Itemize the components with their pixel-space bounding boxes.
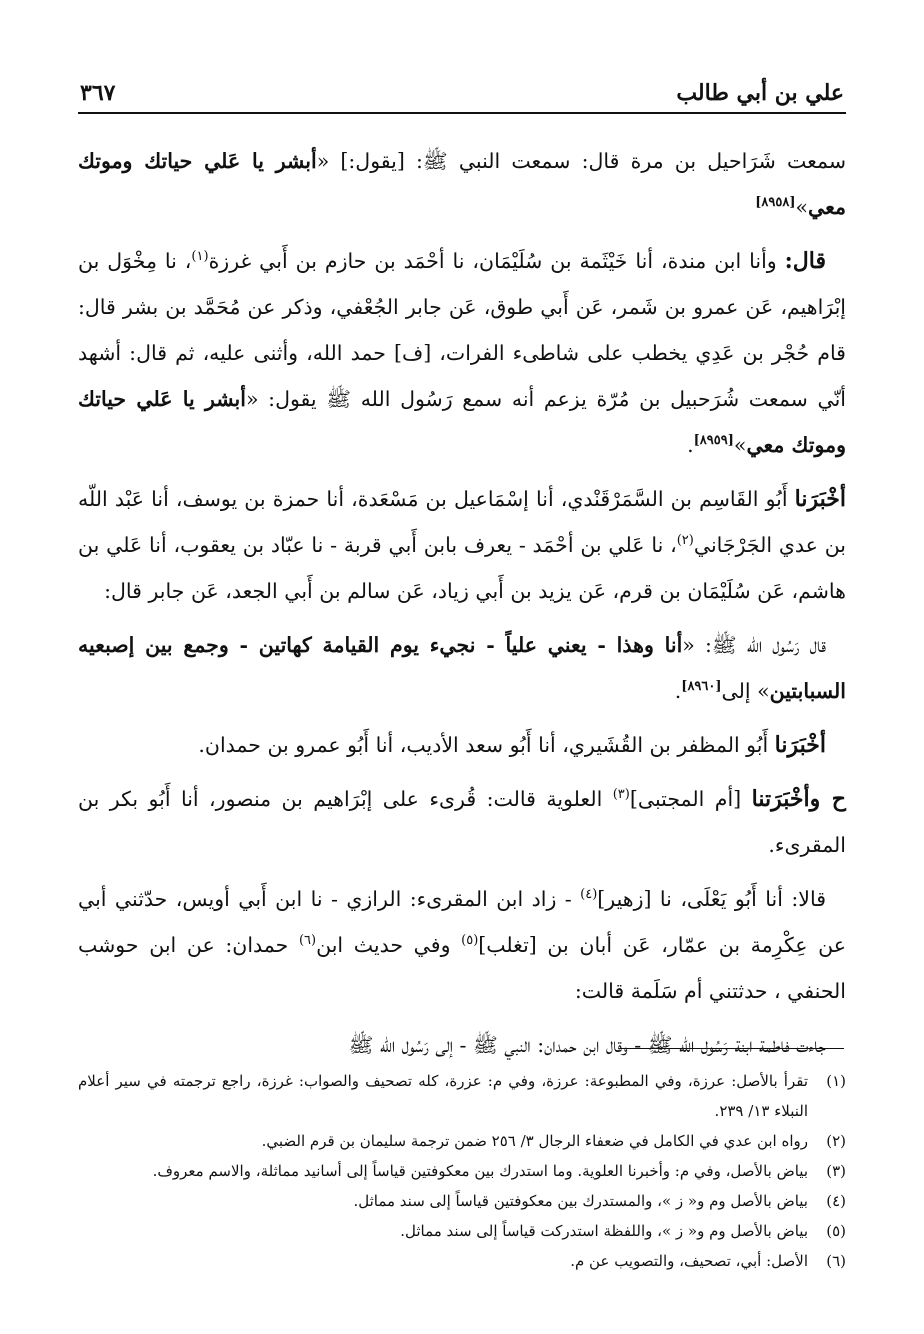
paragraph-6 xyxy=(78,776,846,868)
paragraph-2 xyxy=(78,238,846,468)
text-run: قال رَسُول الله ﷺ: « xyxy=(682,633,826,657)
text-run: ، نا عَلي بن أحْمَد - يعرف بابن أَبي قربة - نا عبّاد بن يعقوب، أنا عَلي بن هاشم، عَن سُلَيْمَان بن قرم، عَن يزيد بن أَبي زياد، عَن سالم بن أَبي الجعد، عَن جابر قال: xyxy=(78,533,846,603)
main-text xyxy=(78,138,846,1076)
footnote-number: (١) xyxy=(826,1072,846,1090)
hadith-text: أبشر يا عَلي حياتك وموتك معي xyxy=(78,149,846,219)
text-run: حمدان: عن ابن حوشب الحنفي ، حدثتني أم سَلَمة قالت: xyxy=(78,933,846,1003)
text-run: أَبُو القَاسِم بن السَّمَرْقَنْدي، أنا إسْمَاعيل بن مَسْعَدة، أنا حمزة بن يوسف، أنا عَبْد اللّه بن عدي الجَرْجَاني xyxy=(78,487,847,557)
paragraph-5 xyxy=(78,722,846,768)
page-number: ٣٦٧ xyxy=(80,80,116,106)
text-run: وأنا ابن مندة، أنا خَيْثَمة بن سُلَيْمَان، نا أحْمَد بن حازم بن أَبي غرزة xyxy=(208,249,785,273)
footnote-item xyxy=(78,1066,846,1126)
hadith-number: [٨٩٥٨] xyxy=(755,195,796,211)
footnote-marker: (٣) xyxy=(612,787,630,803)
footnote-rule xyxy=(620,1048,844,1049)
paragraph-7 xyxy=(78,876,846,1014)
footnote-number: (٤) xyxy=(826,1192,846,1210)
text-run: » xyxy=(733,433,747,457)
text-run: سمعت شَرَاحيل بن مرة قال: سمعت النبي ﷺ: [يقول:] « xyxy=(316,149,847,173)
footnote-number: (٢) xyxy=(826,1132,846,1150)
hadith-text: أبشر يا عَلي حياتك وموتك معي xyxy=(78,387,846,457)
footnote-item xyxy=(78,1126,846,1156)
text-run: العلوية قالت: قُرىء على إبْرَاهيم بن منصور، أنا أَبُو بكر بن المقرىء. xyxy=(78,787,846,857)
text-run: » xyxy=(795,195,809,219)
text-run: . xyxy=(674,679,682,703)
hadith-number: [٨٩٦٠] xyxy=(681,679,722,695)
text-run: وفي حديث ابن xyxy=(316,933,462,957)
header-rule xyxy=(78,112,846,114)
hadith-text: أنا وهذا - يعني علياً - نجيء يوم القيامة كهاتين - وجمع بين إصبعيه السبابتين xyxy=(78,633,846,703)
isnad-keyword: ح وأخْبَرَتنا xyxy=(751,786,846,812)
text-run: . xyxy=(687,433,694,457)
footnote-text: بياض بالأصل، وفي م: وأخبرنا العلوية. وما استدرك بين معكوفتين قياساً إلى أسانيد مماثلة، والاسم معروف. xyxy=(152,1162,808,1180)
footnote-marker: (٥) xyxy=(461,933,479,949)
footnote-text: تقرأ بالأصل: عرزة، وفي المطبوعة: عرزة، وفي م: عزرة، كله تصحيف والصواب: غرزة، راجع ترجمته في سير أعلام النبلاء ١٣/ ٢٣٩. xyxy=(78,1072,808,1120)
footnote-text: الأصل: أبي، تصحيف، والتصويب عن م. xyxy=(570,1252,808,1270)
paragraph-3 xyxy=(78,476,846,614)
footnote-item xyxy=(78,1216,846,1246)
isnad-keyword: أخْبَرَنا xyxy=(794,486,846,512)
text-run: - زاد ابن المقرىء: الرازي - نا ابن أَبي أويس، حدّثني أبي عن عِكْرِمة بن عمّار، عَن أبان بن [تغلب] xyxy=(78,887,847,957)
text-run: قالا: أنا أَبُو يَعْلَى، نا [زهير] xyxy=(597,887,826,911)
isnad-keyword: أخْبَرَنا xyxy=(774,732,826,758)
footnote-marker: (٤) xyxy=(580,887,598,903)
paragraph-1 xyxy=(78,138,846,230)
footnote-item xyxy=(78,1156,846,1186)
footnote-text: رواه ابن عدي في الكامل في ضعفاء الرجال ٣/ ٢٥٦ ضمن ترجمة سليمان بن قرم الضبي. xyxy=(261,1132,808,1150)
running-header xyxy=(80,66,844,106)
footnote-text: بياض بالأصل وم و« ز »، والمستدرك بين معكوفتين قياساً إلى سند مماثل. xyxy=(353,1192,808,1210)
text-run: أَبُو المظفر بن القُشَيري، أنا أَبُو سعد الأديب، أنا أَبُو عمرو بن حمدان. xyxy=(198,733,775,757)
text-run: » إلى xyxy=(721,679,770,703)
paragraph-4 xyxy=(78,622,846,714)
footnote-text: بياض بالأصل وم و« ز »، واللفظة استدركت قياساً إلى سند مماثل. xyxy=(400,1222,808,1240)
footnote-number: (٣) xyxy=(826,1162,846,1180)
footnote-number: (٥) xyxy=(826,1222,846,1240)
text-run: [أم المجتبى] xyxy=(629,787,752,811)
isnad-keyword: قال: xyxy=(784,248,826,274)
footnote-marker: (٦) xyxy=(298,933,317,949)
paragraph-8 xyxy=(78,1022,846,1068)
running-title: علي بن أبي طالب xyxy=(676,80,844,106)
footnote-marker: (١) xyxy=(191,249,209,265)
text-run: ، نا مِخْوَل بن إبْرَاهيم، عَن عمرو بن شَمر، عَن أَبي طوق، عَن جابر الجُعْفي، وذكر عن مُحَمَّد بن بشر قال: قام حُجْر بن عَدِي يخطب على شاطىء الفرات، [ف] حمد الله، وأثنى عليه، ثم قال: أشهد أنّي سمعت شُرَحبيل بن مُرّة يزعم أنه سمع رَسُول الله ﷺ يقول: « xyxy=(78,249,846,411)
footnotes xyxy=(78,1066,846,1276)
hadith-number: [٨٩٥٩] xyxy=(693,433,734,449)
footnote-marker: (٢) xyxy=(676,533,694,549)
text-run: جاءت فاطمة ابنة رَسُول الله ﷺ - وقال ابن حمدان: النبي ﷺ - إلى رَسُول الله ﷺ xyxy=(348,1033,826,1057)
footnote-number: (٦) xyxy=(826,1252,846,1270)
footnote-item xyxy=(78,1186,846,1216)
footnote-item xyxy=(78,1246,846,1276)
